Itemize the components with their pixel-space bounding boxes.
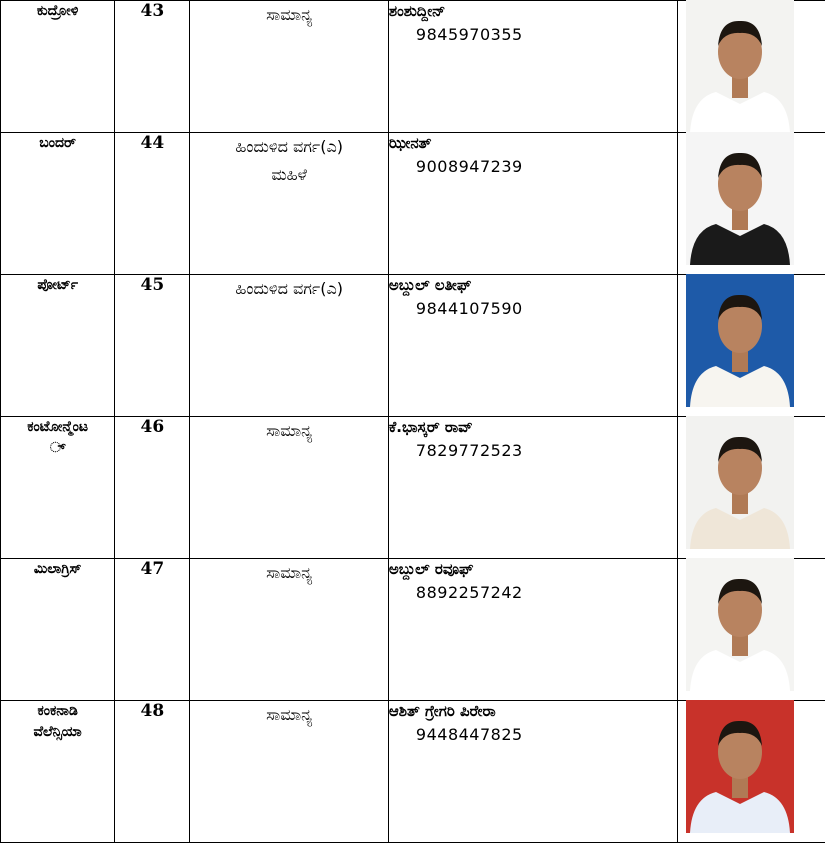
candidate-phone: 9008947239: [416, 157, 677, 176]
ward-name: ಪೋರ್ಟ್: [1, 275, 114, 296]
candidate-photo: [686, 558, 794, 691]
candidate-name: ಅಬ್ದುಲ್ ರವೂಫ್: [389, 559, 677, 579]
candidate-cell: [388, 559, 677, 701]
reservation-category: [190, 133, 388, 275]
photo-cell: [677, 559, 825, 701]
category-line1: ಸಾಮಾನ್ಯ: [190, 417, 387, 445]
ward-number: 44: [115, 133, 190, 275]
candidate-cell: [388, 1, 677, 133]
reservation-category: [190, 1, 388, 133]
ward-name-line2: ್: [1, 438, 114, 459]
candidate-cell: [388, 417, 677, 559]
reservation-category: [190, 701, 388, 843]
ward-name: ಕಂಟೋನ್ಮೆಂಟ: [1, 417, 114, 438]
candidate-name: ಕೆ.ಭಾಸ್ಕರ್ ರಾವ್: [389, 417, 677, 437]
candidate-photo: [686, 700, 794, 833]
table-row: [1, 275, 825, 417]
candidate-photo: [686, 416, 794, 549]
photo-cell: [677, 1, 825, 133]
ward-name-line2: ವೆಲೆನ್ಸಿಯಾ: [1, 722, 114, 743]
candidate-cell: [388, 275, 677, 417]
reservation-category: [190, 559, 388, 701]
table-row: [1, 1, 825, 133]
category-line2: ಮಹಿಳೆ: [190, 161, 387, 189]
ward-number: 47: [115, 559, 190, 701]
table-row: [1, 417, 825, 559]
candidate-phone: 9844107590: [416, 299, 677, 318]
ward-cell: [1, 133, 115, 275]
ward-name: ಮಿಲಾಗ್ರಿಸ್: [1, 559, 114, 580]
ward-cell: [1, 701, 115, 843]
ward-cell: [1, 417, 115, 559]
candidate-name: ಶಂಶುದ್ದೀನ್: [389, 1, 677, 21]
candidate-photo: [686, 0, 794, 133]
ward-number: 46: [115, 417, 190, 559]
candidate-photo: [686, 274, 794, 407]
category-line1: ಸಾಮಾನ್ಯ: [190, 701, 387, 729]
candidate-name: ಅಬ್ದುಲ್ ಲತೀಫ್: [389, 275, 677, 295]
ward-name: ಕಂಕನಾಡಿ: [1, 701, 114, 722]
ward-cell: [1, 559, 115, 701]
candidate-phone: 9448447825: [416, 725, 677, 744]
category-line1: ಸಾಮಾನ್ಯ: [190, 1, 387, 29]
category-line1: ಸಾಮಾನ್ಯ: [190, 559, 387, 587]
photo-cell: [677, 275, 825, 417]
photo-cell: [677, 701, 825, 843]
category-line1: ಹಿಂದುಳಿದ ವರ್ಗ(ಎ): [190, 133, 387, 161]
candidate-phone: 8892257242: [416, 583, 677, 602]
candidate-name: ಝೀನತ್: [389, 133, 677, 153]
table-row: [1, 701, 825, 843]
ward-name: ಬಂದರ್: [1, 133, 114, 154]
ward-number: 43: [115, 1, 190, 133]
category-line1: ಹಿಂದುಳಿದ ವರ್ಗ(ಎ): [190, 275, 387, 303]
ward-name: ಕುದ್ರೋಳಿ: [1, 1, 114, 22]
candidate-name: ಆಶಿತ್ ಗ್ರೇಗರಿ ಪಿರೇರಾ: [389, 701, 677, 721]
candidate-phone: 9845970355: [416, 25, 677, 44]
ward-number: 48: [115, 701, 190, 843]
candidate-cell: [388, 133, 677, 275]
table-row: [1, 559, 825, 701]
reservation-category: [190, 417, 388, 559]
photo-cell: [677, 417, 825, 559]
photo-cell: [677, 133, 825, 275]
ward-cell: [1, 1, 115, 133]
reservation-category: [190, 275, 388, 417]
candidate-photo: [686, 132, 794, 265]
candidate-phone: 7829772523: [416, 441, 677, 460]
candidate-cell: [388, 701, 677, 843]
table-row: [1, 133, 825, 275]
ward-number: 45: [115, 275, 190, 417]
ward-cell: [1, 275, 115, 417]
